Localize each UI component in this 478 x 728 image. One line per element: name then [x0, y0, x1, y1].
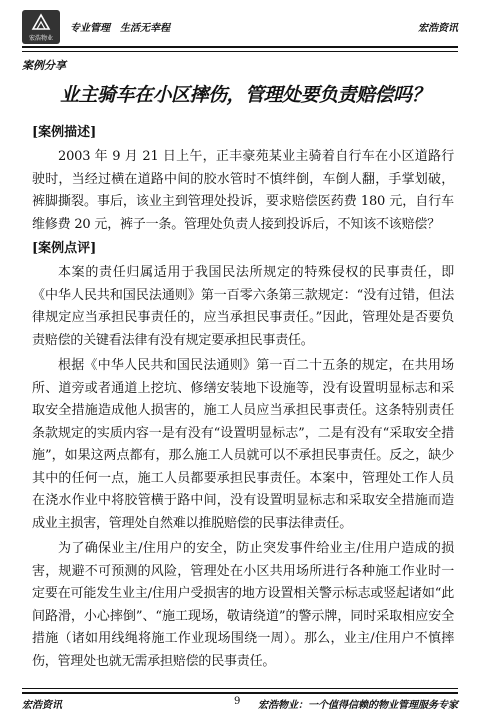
article-body [32, 120, 454, 673]
case-heading: [案例描述] [32, 125, 97, 140]
page-number: 9 [234, 696, 241, 707]
footer-rule [22, 688, 458, 694]
header-brand: 宏浩资讯 [418, 23, 458, 34]
section-label: 案例分享 [22, 59, 66, 72]
footer-brand: 宏浩资讯 [22, 700, 62, 711]
review-paragraph-1: 本案的责任归属适用于我国民法所规定的特殊侵权的民事责任，即《中华人民共和国民法通则》第一百零六条第三款规定：“没有过错，但法律规定应当承担民事责任的，应当承担民事责任。”因此，管理处是否要负责赔偿的关键看法律有没有规定要承担民事责任。 [32, 265, 454, 348]
review-paragraph-3: 为了确保业主/住用户的安全，防止突发事件给业主/住用户造成的损害，规避不可预测的风险，管理处在小区共用场所进行各种施工作业时一定要在可能发生业主/住用户受损害的地方设置相关警示标志或竖起诸如“此间路滑，小心摔倒”、“施工现场，敬请绕道”的警示牌，同时采取相应安全措施（诸如用线绳将施工作业现场围绕一周）。那么，业主/住用户不慎摔伤，管理处也就无需承担赔偿的民事责任。 [32, 541, 454, 669]
article-title: 业主骑车在小区摔伤，管理处要负责赔偿吗？ [59, 84, 430, 106]
case-paragraph: 2003 年 9 月 21 日上午，正丰豪苑某业主骑着自行车在小区道路行驶时，当经过横在道路中间的胶水管时不慎绊倒，车倒人翻，手掌划破，裤脚撕裂。事后，该业主到管理处投诉，要求赔偿医药费 180 元，自行车维修费 20 元，裤子一条。管理处负责人接到投诉后，不知该不该赔偿？ [32, 149, 454, 232]
company-logo [22, 10, 60, 44]
header-rule [22, 46, 458, 52]
page-header [22, 10, 458, 48]
footer-tagline: 宏浩物业：一个值得信赖的物业管理服务专家 [258, 700, 458, 711]
page-footer [22, 688, 458, 711]
review-heading: [案例点评] [32, 241, 97, 256]
header-slogan: 专业管理 生活无幸程 [70, 23, 170, 34]
review-paragraph-2: 根据《中华人民共和国民法通则》第一百二十五条的规定，在共用场所、道旁或者通道上挖坑、修缮安装地下设施等，没有设置明显标志和采取安全措施造成他人损害的，施工人员应当承担民事责任。这条特别责任条款规定的实质内容一是有没有“设置明显标志”，二是有没有“采取安全措施”，如果这两点都有，那么施工人员就可以不承担民事责任。反之，缺少其中的任何一点，施工人员都要承担民事责任。本案中，管理处工作人员在浇水作业中将胶管横于路中间，没有设置明显标志和采取安全措施而造成业主损害，管理处自然难以推脱赔偿的民事法律责任。 [32, 358, 454, 531]
logo-text: 宏浩物业 [28, 35, 53, 42]
logo-emblem-icon [31, 13, 51, 31]
